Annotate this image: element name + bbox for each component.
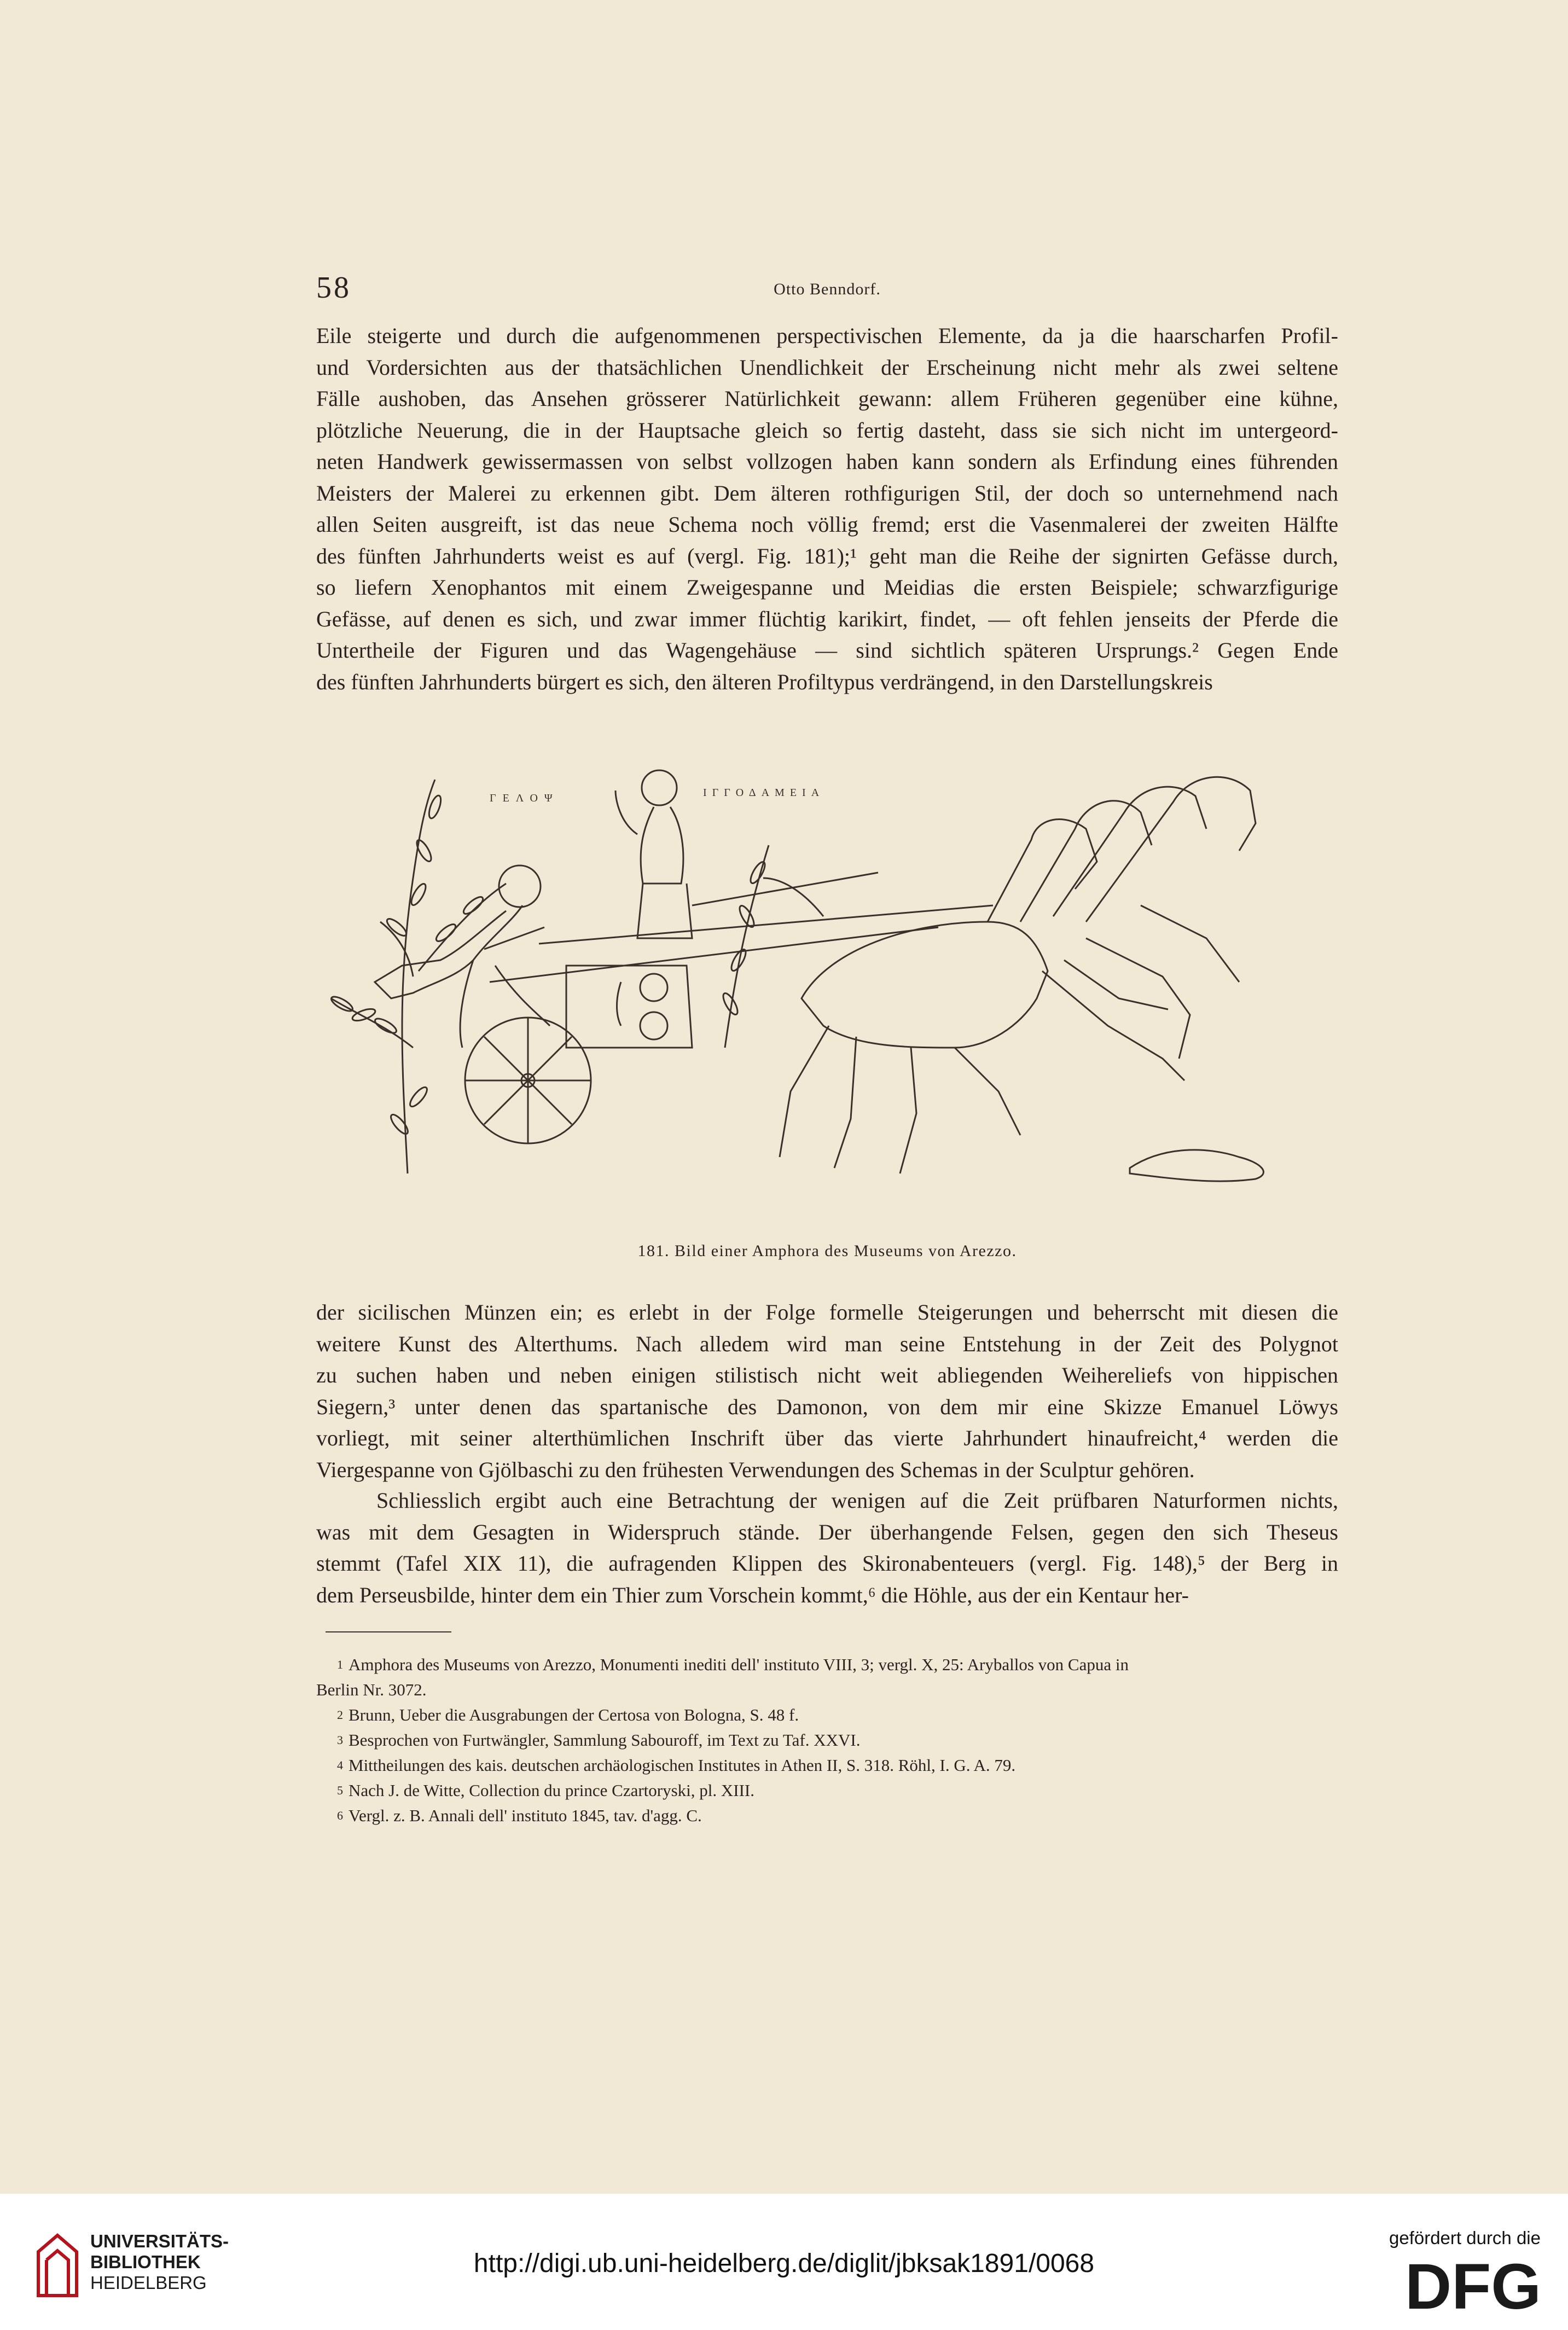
text-line: allen Seiten ausgreift, ist das neue Schema noch völlig fremd; erst die Vasenmalerei der zweiten Hälfte	[316, 512, 1338, 537]
text-line: Viergespanne von Gjölbaschi zu den frühesten Verwendungen des Schemas in der Sculptur gehören.	[316, 1457, 1195, 1482]
permalink-url[interactable]: http://digi.ub.uni-heidelberg.de/diglit/jbksak1891/0068	[473, 2249, 1095, 2278]
paragraph-2	[316, 1297, 1338, 1485]
footnote-text: Vergl. z. B. Annali dell' instituto 1845, tav. d'agg. C.	[349, 1806, 702, 1825]
text-line: Eile steigerte und durch die aufgenommenen perspectivischen Elemente, da ja die haarscharfen Profil-	[316, 323, 1338, 348]
text-line: neten Handwerk gewissermassen von selbst vollzogen haben kann sondern als Erfindung eines führenden	[316, 449, 1338, 474]
footnote-number: 3	[337, 1733, 343, 1747]
text-line: und Vordersichten aus der thatsächlichen Unendlichkeit der Erscheinung nicht mehr als zwei seltene	[316, 355, 1338, 380]
text-line: so liefern Xenophantos mit einem Zweigespanne und Meidias die ersten Beispiele; schwarzfigurige	[316, 575, 1338, 600]
library-line-2: BIBLIOTHEK	[90, 2252, 201, 2272]
footnote-rule	[326, 1631, 451, 1632]
paragraph-1	[316, 320, 1338, 698]
footnote-number: 5	[337, 1783, 343, 1797]
running-title: Otto Benndorf.	[774, 280, 881, 298]
text-line: weitere Kunst des Alterthums. Nach alledem wird man seine Entstehung in der Zeit des Polygnot	[316, 1331, 1338, 1356]
text-line: zu suchen haben und neben einigen stilistisch nicht weit abliegenden Weihereliefs von hippischen	[316, 1363, 1338, 1387]
text-line: Siegern,³ unter denen das spartanische des Damonon, von dem mir eine Skizze Emanuel Löwys	[316, 1394, 1338, 1419]
text-line: Fälle aushoben, das Ansehen grösserer Natürlichkeit gewann: allem Früheren gegenüber eine kühne,	[316, 386, 1338, 411]
svg-text:DFG: DFG	[1405, 2254, 1542, 2314]
text-line: der sicilischen Münzen ein; es erlebt in der Folge formelle Steigerungen und beherrscht mit diesen die	[316, 1300, 1338, 1324]
dfg-logo-icon	[1405, 2254, 1542, 2314]
text-line: des fünften Jahrhunderts bürgert es sich, den älteren Profiltypus verdrängend, in den Darstellungskreis	[316, 669, 1213, 694]
inscription-left: ΓΕΛΟΨ	[490, 792, 559, 804]
footnote	[316, 1753, 1338, 1778]
library-line-3: HEIDELBERG	[90, 2273, 207, 2293]
vase-painting-figure	[309, 741, 1343, 1223]
paragraph-3	[316, 1485, 1338, 1611]
horses	[763, 777, 1256, 1173]
page-number: 58	[316, 271, 351, 305]
footnote	[316, 1652, 1338, 1703]
charioteer-head	[499, 865, 541, 907]
footnote-number: 6	[337, 1809, 343, 1822]
text-line: was mit dem Gesagten in Widerspruch stände. Der überhangende Felsen, gegen den sich Theseus	[316, 1519, 1338, 1544]
chariot-illustration	[309, 741, 1343, 1223]
text-line: Untertheile der Figuren und das Wagengehäuse — sind sichtlich späteren Ursprungs.² Gegen Ende	[316, 638, 1338, 663]
text-line: Gefässe, auf denen es sich, und zwar immer flüchtig karikirt, findet, — oft fehlen jenseits der Pferde die	[316, 606, 1338, 631]
footnote-number: 1	[337, 1658, 343, 1671]
footnote	[316, 1703, 1338, 1728]
inscription-right: ΙΓΓΟΔΑΜΕΙΑ	[703, 787, 825, 799]
digitization-footer	[0, 2194, 1568, 2330]
text-line: vorliegt, mit seiner alterthümlichen Inschrift über das vierte Jahrhundert hinaufreicht,⁴ werden die	[316, 1426, 1338, 1450]
text-line: des fünften Jahrhunderts weist es auf (vergl. Fig. 181);¹ geht man die Reihe der signirten Gefässe durch,	[316, 543, 1338, 568]
figure-caption: 181. Bild einer Amphora des Museums von Arezzo.	[637, 1242, 1017, 1260]
footnote-number: 4	[337, 1758, 343, 1772]
footnote-continuation: Berlin Nr. 3072.	[316, 1680, 427, 1699]
footnote-number: 2	[337, 1708, 343, 1722]
footnote-text: Mittheilungen des kais. deutschen archäologischen Institutes in Athen II, S. 318. Röhl, I. G. A. 79.	[349, 1756, 1016, 1775]
footnotes	[316, 1652, 1338, 1828]
text-line: stemmt (Tafel XIX 11), die aufragenden Klippen des Skironabenteuers (vergl. Fig. 148),⁵ der Berg in	[316, 1551, 1338, 1576]
library-line-1: UNIVERSITÄTS-	[90, 2231, 229, 2251]
funding-label: gefördert durch die	[1389, 2228, 1541, 2248]
footnote	[316, 1778, 1338, 1803]
woman-head	[642, 770, 677, 805]
text-line: Meisters der Malerei zu erkennen gibt. Dem älteren rothfigurigen Stil, der doch so unternehmend nach	[316, 480, 1338, 505]
running-head	[316, 270, 1338, 303]
text-line: plötzliche Neuerung, die in der Hauptsache gleich so fertig dasteht, dass sie sich nicht im untergeord-	[316, 417, 1338, 443]
footnote	[316, 1728, 1338, 1753]
text-line: dem Perseusbilde, hinter dem ein Thier zum Vorschein kommt,⁶ die Höhle, aus der ein Kentaur her-	[316, 1582, 1189, 1607]
footnote-text: Brunn, Ueber die Ausgrabungen der Certosa von Bologna, S. 48 f.	[349, 1705, 799, 1724]
footnote-text: Amphora des Museums von Arezzo, Monumenti inediti dell' instituto VIII, 3; vergl. X, 25: Aryballos von Capua in	[349, 1655, 1129, 1674]
footnote	[316, 1803, 1338, 1828]
text-line: Schliesslich ergibt auch eine Betrachtung der wenigen auf die Zeit prüfbaren Naturformen nichts,	[376, 1488, 1338, 1513]
footnote-text: Nach J. de Witte, Collection du prince Czartoryski, pl. XIII.	[349, 1781, 754, 1800]
footnote-text: Besprochen von Furtwängler, Sammlung Sabouroff, im Text zu Taf. XXVI.	[349, 1730, 861, 1750]
